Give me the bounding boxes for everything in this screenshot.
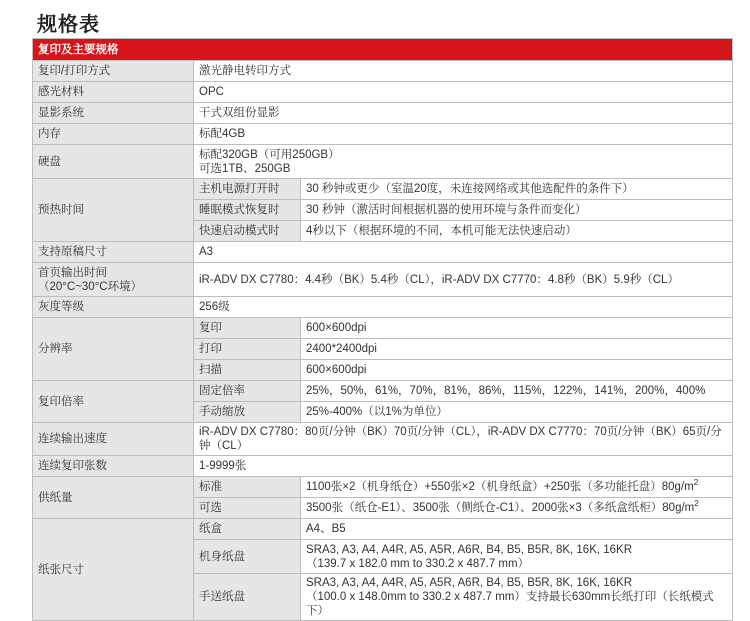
row-label: 显影系统 [33, 103, 194, 124]
row-value: A4、B5 [301, 519, 733, 540]
spec-table [32, 38, 733, 621]
row-value: 2400*2400dpi [301, 339, 733, 360]
value-line: （100.0 x 148.0mm to 330.2 x 487.7 mm）支持最长630mm长纸打印（长纸模式下） [306, 591, 714, 617]
row-label: 连续输出速度 [33, 423, 194, 456]
row-value: 30 秒钟（激活时间根据机器的使用环境与条件而变化） [301, 200, 733, 221]
row-label: 预热时间 [33, 179, 194, 242]
table-row [33, 297, 733, 318]
row-sublabel: 打印 [194, 339, 301, 360]
row-sublabel: 复印 [194, 318, 301, 339]
row-sublabel: 主机电源打开时 [194, 179, 301, 200]
row-value [194, 145, 733, 179]
row-sublabel: 睡眠模式恢复时 [194, 200, 301, 221]
section-header-row [33, 39, 733, 61]
row-label: 灰度等级 [33, 297, 194, 318]
label-line: 首页输出时间 [38, 266, 107, 279]
table-row [33, 519, 733, 540]
table-row [33, 124, 733, 145]
row-value: 4秒以下（根据环境的不同，本机可能无法快速启动） [301, 221, 733, 242]
label-line: （20°C~30°C环境） [38, 280, 143, 293]
row-label: 复印/打印方式 [33, 61, 194, 82]
row-sublabel: 机身纸盘 [194, 540, 301, 574]
superscript: 2 [694, 499, 699, 509]
row-value: 25%-400%（以1%为单位） [301, 402, 733, 423]
row-label: 连续复印张数 [33, 456, 194, 477]
row-value [301, 540, 733, 574]
table-row [33, 179, 733, 200]
value-line: （139.7 x 182.0 mm to 330.2 x 487.7 mm） [306, 557, 530, 570]
value-line: 可选1TB、250GB [199, 162, 291, 175]
row-label: 纸张尺寸 [33, 519, 194, 621]
value-text: 1100张×2（机身纸仓）+550张×2（机身纸盒）+250张（多功能托盘）80g/m [306, 481, 694, 493]
row-value: 256级 [194, 297, 733, 318]
row-label: 供纸量 [33, 477, 194, 519]
page-title: 规格表 [37, 14, 100, 36]
table-row [33, 82, 733, 103]
table-row [33, 242, 733, 263]
row-value: 激光静电转印方式 [194, 61, 733, 82]
row-sublabel: 扫描 [194, 360, 301, 381]
section-title: 复印及主要规格 [33, 39, 733, 61]
table-row [33, 381, 733, 402]
row-value [301, 477, 733, 498]
row-value: 干式双组份显影 [194, 103, 733, 124]
row-sublabel: 手送纸盘 [194, 574, 301, 621]
table-row [33, 103, 733, 124]
row-value: 1-9999张 [194, 456, 733, 477]
table-row [33, 477, 733, 498]
row-label: 内存 [33, 124, 194, 145]
row-sublabel: 标准 [194, 477, 301, 498]
table-row [33, 263, 733, 297]
row-value [301, 498, 733, 519]
value-text: 3500张（纸仓-E1）、3500张（侧纸仓-C1）、2000张×3（多纸盒纸柜）80g/m [306, 502, 695, 514]
row-label [33, 263, 194, 297]
table-row [33, 61, 733, 82]
row-value: iR-ADV DX C7780：4.4秒（BK）5.4秒（CL），iR-ADV DX C7770：4.8秒（BK）5.9秒（CL） [194, 263, 733, 297]
table-row [33, 145, 733, 179]
table-row [33, 423, 733, 456]
row-sublabel: 手动缩放 [194, 402, 301, 423]
row-sublabel: 可选 [194, 498, 301, 519]
value-line: SRA3, A3, A4, A4R, A5, A5R, A6R, B4, B5, B5R, 8K, 16K, 16KR [306, 543, 633, 556]
row-label: 支持原稿尺寸 [33, 242, 194, 263]
row-label: 感光材料 [33, 82, 194, 103]
row-label: 分辨率 [33, 318, 194, 381]
row-value: A3 [194, 242, 733, 263]
row-label: 硬盘 [33, 145, 194, 179]
value-line: SRA3, A3, A4, A4R, A5, A5R, A6R, B4, B5, B5R, 8K, 16K, 16KR [306, 577, 633, 589]
table-row [33, 456, 733, 477]
row-value: 600×600dpi [301, 360, 733, 381]
table-row [33, 318, 733, 339]
row-value: 25%，50%，61%，70%，81%，86%，115%，122%，141%，200%，400% [301, 381, 733, 402]
row-value: iR-ADV DX C7780：80页/分钟（BK）70页/分钟（CL），iR-ADV DX C7770：70页/分钟（BK）65页/分钟（CL） [194, 423, 733, 456]
row-label: 复印倍率 [33, 381, 194, 423]
row-value: 标配4GB [194, 124, 733, 145]
row-sublabel: 快速启动模式时 [194, 221, 301, 242]
row-sublabel: 固定倍率 [194, 381, 301, 402]
value-line: 标配320GB（可用250GB） [199, 148, 340, 161]
row-value [301, 574, 733, 621]
row-value: 30 秒钟或更少（室温20度，未连接网络或其他选配件的条件下） [301, 179, 733, 200]
row-value: OPC [194, 82, 733, 103]
row-sublabel: 纸盒 [194, 519, 301, 540]
row-value: 600×600dpi [301, 318, 733, 339]
superscript: 2 [693, 478, 699, 488]
